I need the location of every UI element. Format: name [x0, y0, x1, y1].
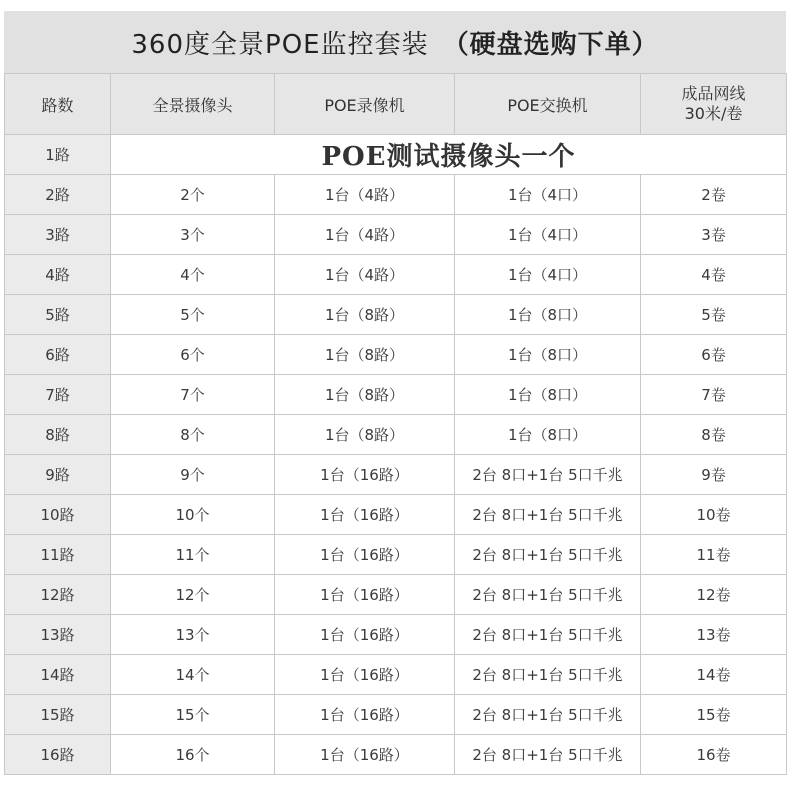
table-row [5, 735, 787, 775]
table-row [5, 655, 787, 695]
table-body [5, 135, 787, 775]
nvr-cell: 1台（16路） [275, 455, 455, 495]
route-cell: 10路 [5, 495, 111, 535]
title-main: 360度全景POE监控套装 [131, 29, 429, 60]
switch-cell: 2台 8口+1台 5口千兆 [455, 495, 641, 535]
cable-cell: 16卷 [641, 735, 787, 775]
header-route: 路数 [5, 74, 111, 135]
cable-cell: 5卷 [641, 295, 787, 335]
route-cell: 9路 [5, 455, 111, 495]
header-nvr: POE录像机 [275, 74, 455, 135]
camera-cell: 10个 [111, 495, 275, 535]
camera-cell: 7个 [111, 375, 275, 415]
camera-cell: 14个 [111, 655, 275, 695]
switch-cell: 1台（8口） [455, 415, 641, 455]
switch-cell: 1台（8口） [455, 375, 641, 415]
cable-cell: 3卷 [641, 215, 787, 255]
table-row [5, 615, 787, 655]
camera-cell: 13个 [111, 615, 275, 655]
switch-cell: 1台（8口） [455, 295, 641, 335]
route-cell: 13路 [5, 615, 111, 655]
nvr-cell: 1台（4路） [275, 175, 455, 215]
route-cell: 3路 [5, 215, 111, 255]
table-row [5, 575, 787, 615]
table-row [5, 455, 787, 495]
cable-cell: 7卷 [641, 375, 787, 415]
header-cable [641, 74, 787, 135]
kit-table [4, 73, 787, 775]
cable-cell: 2卷 [641, 175, 787, 215]
route-cell: 1路 [5, 135, 111, 175]
table-row [5, 215, 787, 255]
table-row [5, 415, 787, 455]
cable-cell: 15卷 [641, 695, 787, 735]
camera-cell: 11个 [111, 535, 275, 575]
switch-cell: 1台（4口） [455, 255, 641, 295]
nvr-cell: 1台（16路） [275, 535, 455, 575]
nvr-cell: 1台（4路） [275, 215, 455, 255]
header-cable-line1: 成品网线 [681, 84, 746, 103]
nvr-cell: 1台（8路） [275, 415, 455, 455]
nvr-cell: 1台（16路） [275, 575, 455, 615]
switch-cell: 1台（8口） [455, 335, 641, 375]
camera-cell: 2个 [111, 175, 275, 215]
switch-cell: 2台 8口+1台 5口千兆 [455, 455, 641, 495]
camera-cell: 8个 [111, 415, 275, 455]
cable-cell: 12卷 [641, 575, 787, 615]
route-cell: 15路 [5, 695, 111, 735]
camera-cell: 15个 [111, 695, 275, 735]
cable-cell: 13卷 [641, 615, 787, 655]
camera-cell: 12个 [111, 575, 275, 615]
nvr-cell: 1台（16路） [275, 655, 455, 695]
table-row [5, 255, 787, 295]
nvr-cell: 1台（16路） [275, 735, 455, 775]
route-cell: 12路 [5, 575, 111, 615]
test-camera-note: POE测试摄像头一个 [111, 135, 787, 175]
cable-cell: 8卷 [641, 415, 787, 455]
cable-cell: 11卷 [641, 535, 787, 575]
nvr-cell: 1台（16路） [275, 495, 455, 535]
route-cell: 7路 [5, 375, 111, 415]
switch-cell: 1台（4口） [455, 175, 641, 215]
nvr-cell: 1台（16路） [275, 695, 455, 735]
cable-cell: 14卷 [641, 655, 787, 695]
cable-cell: 6卷 [641, 335, 787, 375]
switch-cell: 2台 8口+1台 5口千兆 [455, 615, 641, 655]
table-row [5, 695, 787, 735]
switch-cell: 2台 8口+1台 5口千兆 [455, 695, 641, 735]
switch-cell: 2台 8口+1台 5口千兆 [455, 655, 641, 695]
route-cell: 6路 [5, 335, 111, 375]
title-sub: （硬盘选购下单） [442, 29, 659, 60]
nvr-cell: 1台（16路） [275, 615, 455, 655]
nvr-cell: 1台（8路） [275, 375, 455, 415]
page-title [4, 11, 786, 73]
table-row [5, 295, 787, 335]
route-cell: 4路 [5, 255, 111, 295]
table-row [5, 335, 787, 375]
table-row [5, 135, 787, 175]
header-camera: 全景摄像头 [111, 74, 275, 135]
switch-cell: 2台 8口+1台 5口千兆 [455, 735, 641, 775]
route-cell: 16路 [5, 735, 111, 775]
camera-cell: 6个 [111, 335, 275, 375]
route-cell: 2路 [5, 175, 111, 215]
route-cell: 8路 [5, 415, 111, 455]
switch-cell: 2台 8口+1台 5口千兆 [455, 535, 641, 575]
nvr-cell: 1台（4路） [275, 255, 455, 295]
camera-cell: 3个 [111, 215, 275, 255]
table-row [5, 535, 787, 575]
table-header-row [5, 74, 787, 135]
table-row [5, 495, 787, 535]
table-row [5, 375, 787, 415]
camera-cell: 16个 [111, 735, 275, 775]
switch-cell: 2台 8口+1台 5口千兆 [455, 575, 641, 615]
header-switch: POE交换机 [455, 74, 641, 135]
cable-cell: 4卷 [641, 255, 787, 295]
table-row [5, 175, 787, 215]
nvr-cell: 1台（8路） [275, 335, 455, 375]
switch-cell: 1台（4口） [455, 215, 641, 255]
cable-cell: 9卷 [641, 455, 787, 495]
nvr-cell: 1台（8路） [275, 295, 455, 335]
route-cell: 11路 [5, 535, 111, 575]
cable-cell: 10卷 [641, 495, 787, 535]
camera-cell: 4个 [111, 255, 275, 295]
route-cell: 5路 [5, 295, 111, 335]
camera-cell: 5个 [111, 295, 275, 335]
route-cell: 14路 [5, 655, 111, 695]
camera-cell: 9个 [111, 455, 275, 495]
header-cable-line2: 30米/卷 [684, 104, 743, 123]
